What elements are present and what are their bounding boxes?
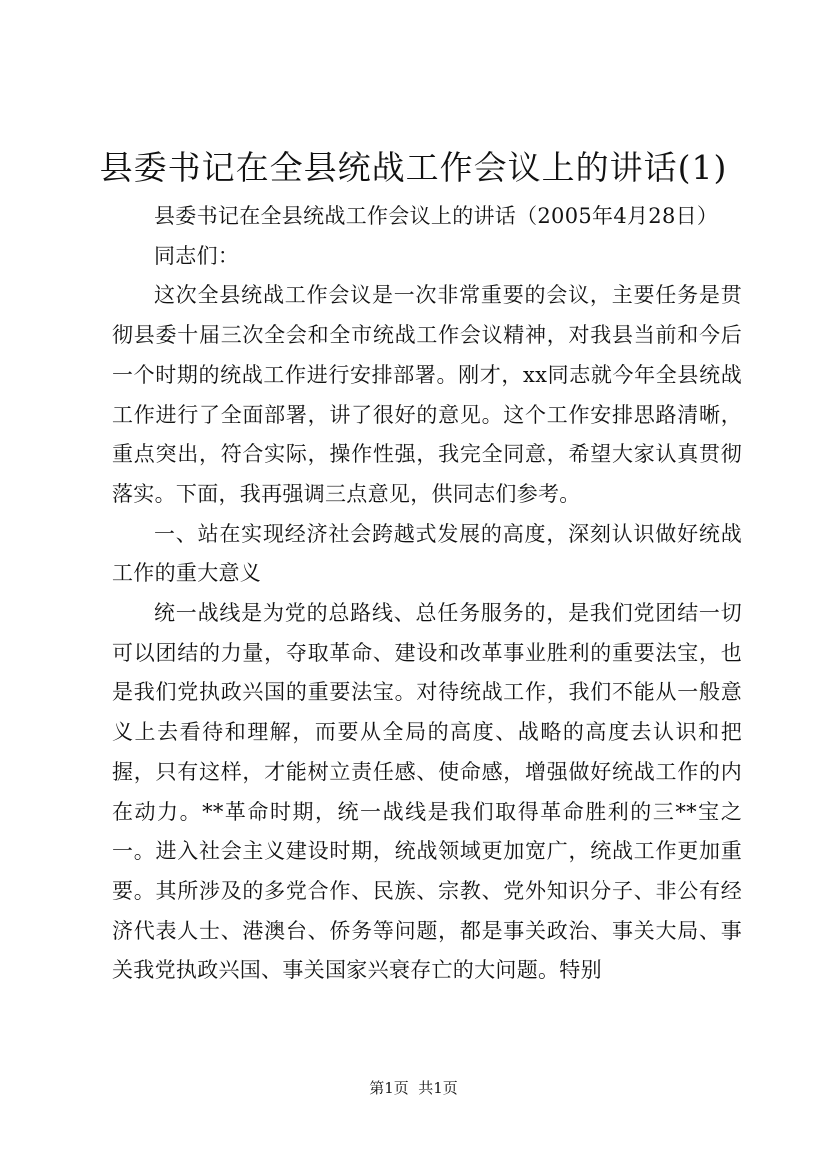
body-paragraph: 统一战线是为党的总路线、总任务服务的，是我们党团结一切可以团结的力量，夺取革命、建设和改革事业胜利的重要法宝，也是我们党执政兴国的重要法宝。对待统战工作，我们不能从一般意义上去看待和理解，而要从全局的高度、战略的高度去认识和把握，只有这样，才能树立责任感、使命感，增强做好统战工作的内在动力。**革命时期，统一战线是我们取得革命胜利的三**宝之一。进入社会主义建设时期，统战领域更加宽广，统战工作更加重要。其所涉及的多党合作、民族、宗教、党外知识分子、非公有经济代表人士、港澳台、侨务等问题，都是事关政治、事关大局、事关我党执政兴国、事关国家兴衰存亡的大问题。特别 [112, 601, 742, 983]
page-number: 第1页 共1页 [369, 1079, 458, 1097]
salutation-paragraph: 同志们： [154, 243, 240, 268]
subtitle-paragraph: 县委书记在全县统战工作会议上的讲话（2005年4月28日） [154, 204, 719, 228]
page-footer [0, 1076, 827, 1100]
document-body [112, 197, 742, 991]
body-paragraph: 这次全县统战工作会议是一次非常重要的会议，主要任务是贯彻县委十届三次全会和全市统战工作会议精神，对我县当前和今后一个时期的统战工作进行安排部署。刚才，xx同志就今年全县统战工作进行了全面部署，讲了很好的意见。这个工作安排思路清晰，重点突出，符合实际，操作性强，我完全同意，希望大家认真贯彻落实。下面，我再强调三点意见，供同志们参考。 [112, 283, 742, 506]
section-heading: 一、站在实现经济社会跨越式发展的高度，深刻认识做好统战工作的重大意义 [112, 521, 742, 586]
document-title: 县委书记在全县统战工作会议上的讲话(1) [99, 148, 728, 187]
